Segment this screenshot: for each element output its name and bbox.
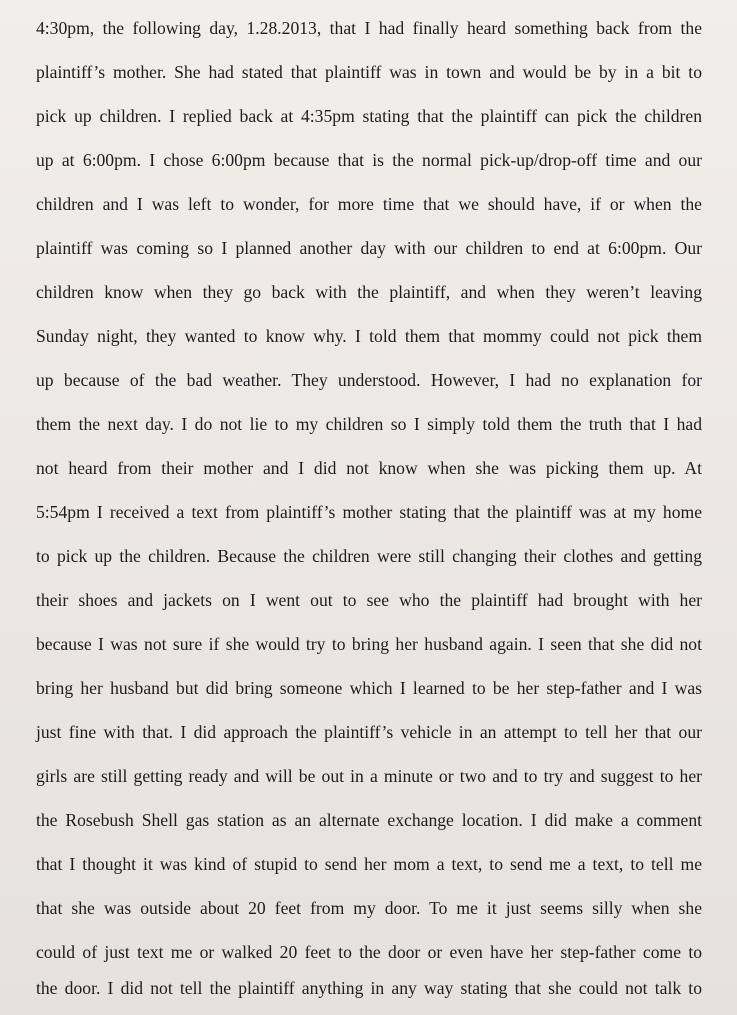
text-line: up at 6:00pm. I chose 6:00pm because that is the normal pick-up/drop-off time and our xyxy=(36,150,702,170)
text-line: to pick up the children. Because the children were still changing their clothes and getting xyxy=(36,546,702,566)
text-line: up because of the bad weather. They understood. However, I had no explanation for xyxy=(36,370,702,390)
text-line: girls are still getting ready and will be out in a minute or two and to try and suggest to her xyxy=(36,766,702,786)
text-line: children know when they go back with the plaintiff, and when they weren’t leaving xyxy=(36,282,702,302)
text-line: because I was not sure if she would try to bring her husband again. I seen that she did not xyxy=(36,634,702,654)
text-line: 5:54pm I received a text from plaintiff’s mother stating that the plaintiff was at my home xyxy=(36,502,702,522)
text-line: plaintiff was coming so I planned another day with our children to end at 6:00pm. Our xyxy=(36,238,702,258)
text-line: not heard from their mother and I did not know when she was picking them up. At xyxy=(36,458,702,478)
text-line: their shoes and jackets on I went out to see who the plaintiff had brought with her xyxy=(36,590,702,610)
text-line: Sunday night, they wanted to know why. I told them that mommy could not pick them xyxy=(36,326,702,346)
text-line: could of just text me or walked 20 feet to the door or even have her step-father come to xyxy=(36,942,702,962)
text-line: the Rosebush Shell gas station as an alternate exchange location. I did make a comment xyxy=(36,810,702,830)
text-line: that I thought it was kind of stupid to send her mom a text, to send me a text, to tell me xyxy=(36,854,702,874)
text-line: plaintiff’s mother. She had stated that plaintiff was in town and would be by in a bit to xyxy=(36,62,702,82)
text-line: 4:30pm, the following day, 1.28.2013, that I had finally heard something back from the xyxy=(36,18,702,38)
text-line: bring her husband but did bring someone which I learned to be her step-father and I was xyxy=(36,678,702,698)
text-line: that she was outside about 20 feet from my door. To me it just seems silly when she xyxy=(36,898,702,918)
text-line: children and I was left to wonder, for more time that we should have, if or when the xyxy=(36,194,702,214)
text-line: the door. I did not tell the plaintiff anything in any way stating that she could not talk to xyxy=(36,978,702,998)
text-line: just fine with that. I did approach the plaintiff’s vehicle in an attempt to tell her that our xyxy=(36,722,702,742)
text-line: pick up children. I replied back at 4:35pm stating that the plaintiff can pick the children xyxy=(36,106,702,126)
text-line: them the next day. I do not lie to my children so I simply told them the truth that I had xyxy=(36,414,702,434)
